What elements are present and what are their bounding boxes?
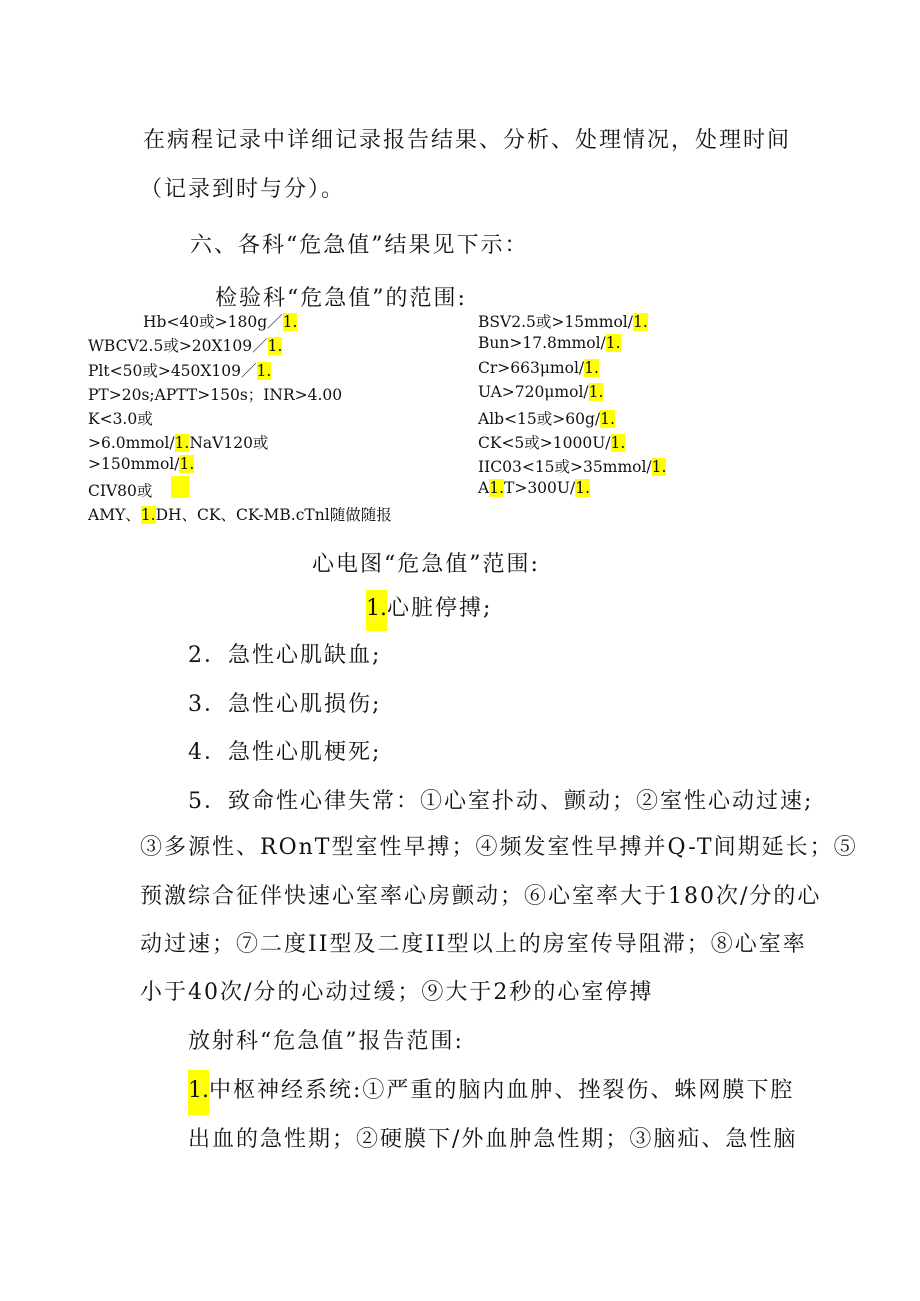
- lab-item: [88, 383, 342, 405]
- highlight-mark: 1.: [489, 479, 504, 497]
- paragraph-line: 在病程记录中详细记录报告结果、分析、处理情况，处理时间: [143, 128, 792, 153]
- highlight-mark: 1.: [256, 362, 272, 380]
- lab-item-text: WBCV2.5或>20X109／: [88, 337, 268, 355]
- highlight-mark: 1.: [188, 1070, 209, 1115]
- section-heading: 六、各科“危急值”结果见下示：: [190, 233, 529, 258]
- lab-item-text: NaV120或: [189, 434, 269, 452]
- lab-item: [88, 431, 268, 453]
- highlight-blank: [171, 476, 189, 498]
- ecg-item: [366, 590, 492, 631]
- lab-item: [478, 310, 648, 332]
- lab-item: [478, 407, 615, 429]
- lab-item: [88, 455, 194, 473]
- lab-item: [88, 359, 271, 381]
- radiology-item-text: 中枢神经系统:①严重的脑内血肿、挫裂伤、蛛网膜下腔: [209, 1078, 795, 1103]
- ecg-item: 4．急性心肌梗死;: [188, 740, 382, 765]
- lab-item-text: IIC03<15或>35mmol/: [478, 458, 652, 476]
- lab-item: [478, 479, 590, 497]
- highlight-mark: 1.: [366, 590, 387, 631]
- lab-item-text: Plt<50或>450X109／: [88, 362, 257, 380]
- lab-item-text: CIV80或: [88, 482, 153, 500]
- lab-item-text: A: [478, 479, 490, 497]
- highlight-mark: 1.: [651, 458, 667, 476]
- highlight-mark: 1.: [140, 506, 156, 524]
- ecg-item: 3．急性心肌损伤;: [188, 692, 382, 717]
- radiology-item: [188, 1070, 794, 1115]
- ecg-item: 2．急性心肌缺血;: [188, 643, 382, 668]
- lab-item-text: BSV2.5或>15mmol/: [478, 313, 633, 331]
- lab-item-text: AMY、: [88, 506, 141, 524]
- highlight-mark: 1.: [575, 479, 590, 497]
- lab-item-text: >150mmol/: [88, 455, 180, 473]
- highlight-mark: 1.: [588, 383, 604, 401]
- lab-item-text: Alb<15或>60g/: [478, 410, 601, 428]
- lab-item: [478, 431, 625, 453]
- lab-section-title: 检验科“危急值”的范围:: [215, 286, 467, 311]
- lab-item: [478, 334, 621, 352]
- ecg-item-continuation: ③多源性、ROnT型室性早搏；④频发室性早搏并Q-T间期延长；⑤: [140, 835, 858, 860]
- highlight-mark: 1.: [610, 434, 626, 452]
- lab-item-text: Hb<40或>180g／: [143, 313, 283, 331]
- highlight-mark: 1.: [179, 455, 195, 473]
- radiology-item-continuation: 出血的急性期；②硬膜下/外血肿急性期；③脑疝、急性脑: [188, 1127, 798, 1152]
- lab-item-text: DH、CK、CK-MB.cTnl随做随报: [155, 506, 392, 524]
- lab-item-text: T>300U/: [504, 479, 576, 497]
- lab-item-text: PT>20s;APTT>150s；INR>4.00: [88, 386, 343, 404]
- highlight-mark: 1.: [584, 359, 599, 377]
- lab-item: [88, 334, 282, 356]
- lab-item: [478, 383, 603, 401]
- lab-item-text: Bun>17.8mmol/: [478, 334, 606, 352]
- ecg-section-title: 心电图“危急值”范围:: [312, 552, 540, 577]
- lab-item-text: K<3.0或: [88, 410, 153, 428]
- lab-item: [143, 310, 297, 332]
- lab-item-text: Cr>663μmol/: [478, 359, 585, 377]
- lab-item: [478, 359, 599, 377]
- lab-item-text: UA>720μmol/: [478, 383, 589, 401]
- lab-item: [88, 407, 153, 429]
- ecg-item-text: 心脏停搏;: [387, 596, 493, 621]
- highlight-mark: 1.: [605, 334, 621, 352]
- lab-item: [478, 455, 666, 477]
- highlight-mark: 1.: [282, 313, 298, 331]
- highlight-mark: 1.: [632, 313, 648, 331]
- lab-item-text: CK<5或>1000U/: [478, 434, 611, 452]
- ecg-item: 5．致命性心律失常：①心室扑动、颤动；②室性心动过速;: [188, 789, 814, 814]
- ecg-item-continuation: 动过速；⑦二度II型及二度II型以上的房室传导阻滞；⑧心室率: [140, 932, 807, 957]
- lab-item: [88, 479, 152, 501]
- highlight-mark: 1.: [174, 434, 190, 452]
- paragraph-line: （记录到时与分）。: [140, 177, 346, 202]
- highlight-mark: 1.: [267, 337, 283, 355]
- highlight-mark: 1.: [600, 410, 615, 428]
- ecg-item-continuation: 预激综合征伴快速心室率心房颤动；⑥心室率大于180次/分的心: [140, 884, 822, 909]
- ecg-item-continuation: 小于40次/分的心动过缓；⑨大于2秒的心室停搏: [140, 980, 654, 1005]
- lab-item-text: >6.0mmol/: [88, 434, 175, 452]
- radiology-section-title: 放射科“危急值”报告范围:: [188, 1029, 464, 1054]
- lab-item: [88, 503, 392, 525]
